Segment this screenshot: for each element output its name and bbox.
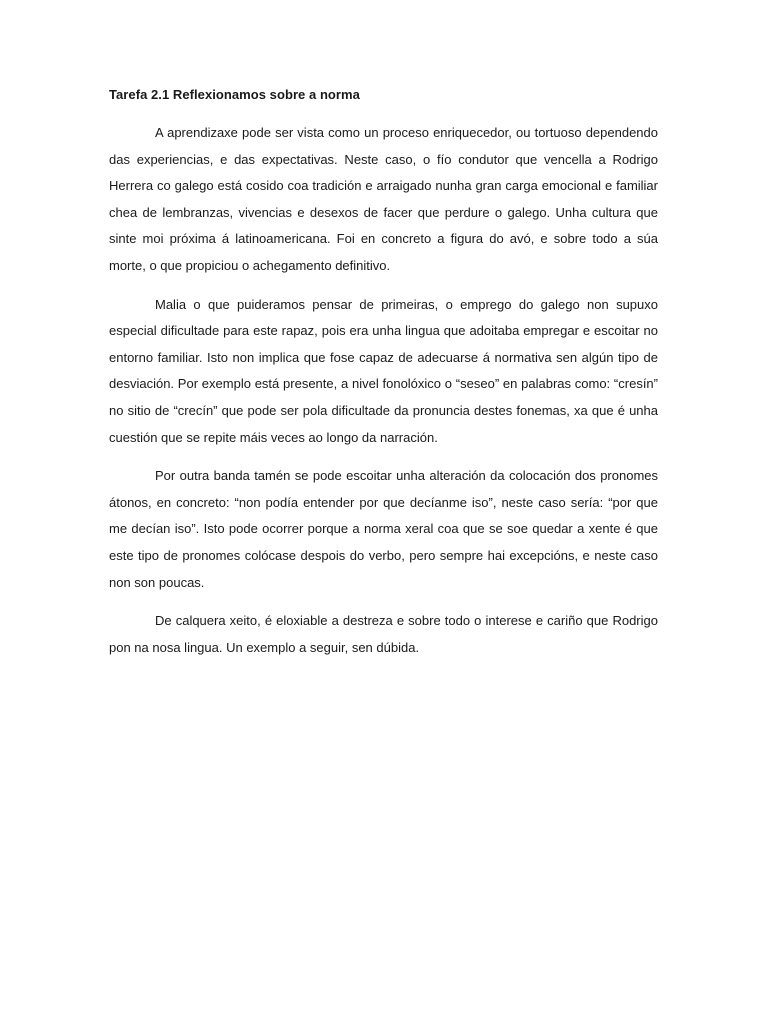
document-body [109,86,658,661]
paragraph-3: Por outra banda tamén se pode escoitar unha alteración da colocación dos pronomes átonos, en concreto: “non podía entender por que decíanme iso”, neste caso sería: “por que me decían iso”. Isto pode ocorrer porque a norma xeral coa que se soe quedar a xente é que este tipo de pronomes colócase despois do verbo, pero sempre hai excepcións, e neste caso non son poucas. [109,468,658,590]
paragraph-1: A aprendizaxe pode ser vista como un proceso enriquecedor, ou tortuoso dependendo das experiencias, e das expectativas. Neste caso, o fío condutor que vencella a Rodrigo Herrera co galego está cosido coa tradición e arraigado nunha gran carga emocional e familiar chea de lembranzas, vivencias e desexos de facer que perdure o galego. Unha cultura que sinte moi próxima á latinoamericana. Foi en concreto a figura do avó, e sobre todo a súa morte, o que propiciou o achegamento definitivo. [109,125,658,273]
paragraph-4: De calquera xeito, é eloxiable a destreza e sobre todo o interese e cariño que Rodrigo pon na nosa lingua. Un exemplo a seguir, sen dúbida. [109,613,658,655]
paragraph-2: Malia o que puideramos pensar de primeiras, o emprego do galego non supuxo especial dificultade para este rapaz, pois era unha lingua que adoitaba empregar e escoitar no entorno familiar. Isto non implica que fose capaz de adecuarse á normativa sen algún tipo de desviación. Por exemplo está presente, a nivel fonolóxico o “seseo” en palabras como: “cresín” no sitio de “crecín” que pode ser pola dificultade da pronuncia destes fonemas, xa que é unha cuestión que se repite máis veces ao longo da narración. [109,296,658,445]
document-title: Tarefa 2.1 Reflexionamos sobre a norma [109,87,360,102]
